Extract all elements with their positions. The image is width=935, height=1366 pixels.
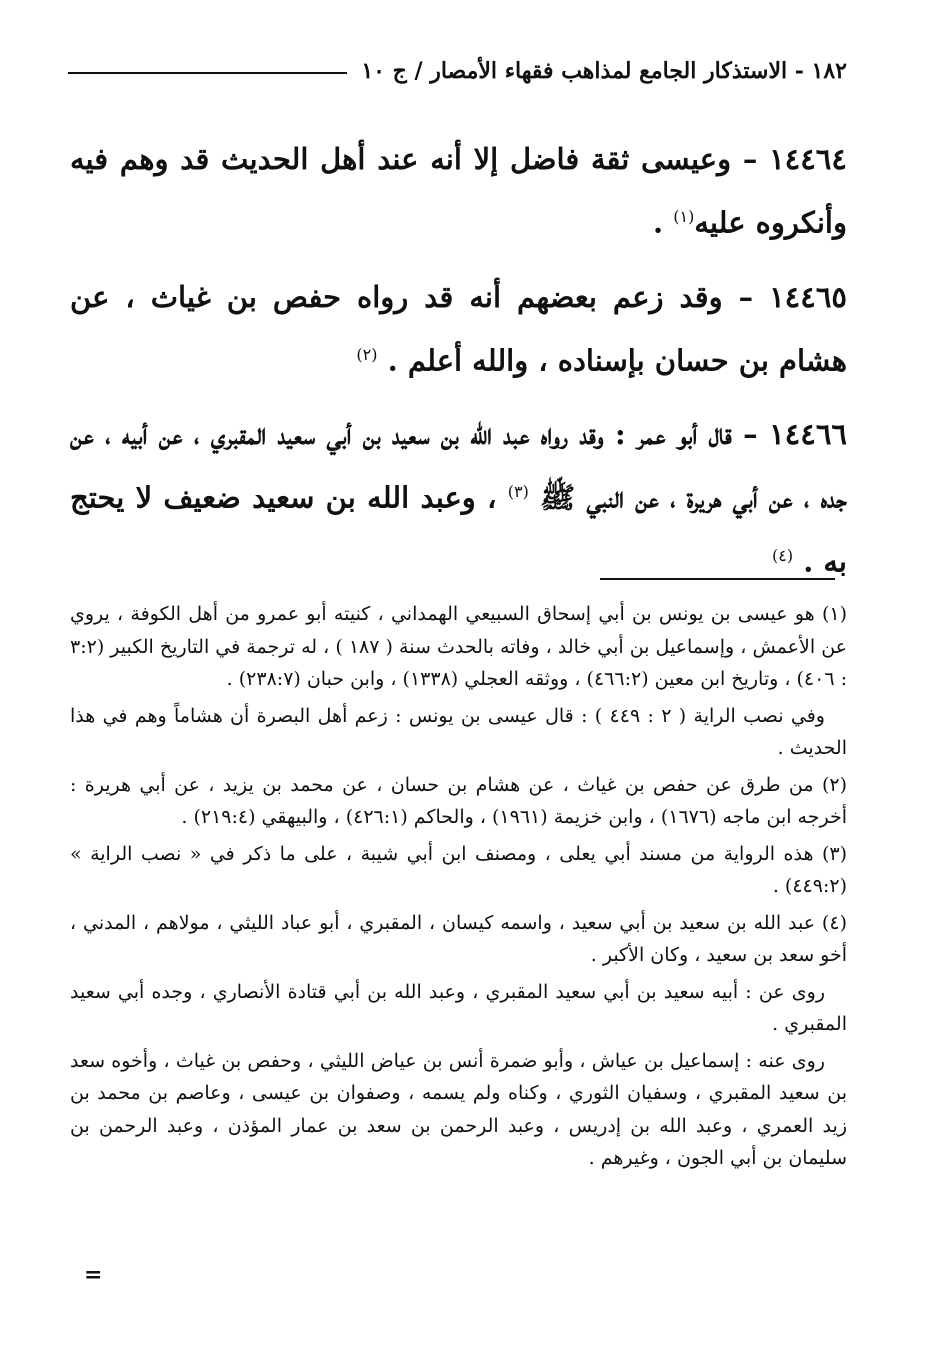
footnotes (70, 598, 847, 1179)
footnote-3 (70, 838, 847, 903)
paragraph-14465 (70, 268, 847, 390)
footnote-label: (٤) (821, 911, 847, 934)
paragraph-dash: – (742, 142, 758, 176)
speaker-label: قال أبو عمر : (615, 417, 732, 452)
footnote-text: هذه الرواية من مسند أبي يعلى ، ومصنف ابن أبي شيبة ، على ما ذكر في « نصب الراية » (٤٤٩:٢) . (70, 842, 847, 897)
footnote-ref[interactable]: (٤) (771, 545, 794, 565)
paragraph-number: ١٤٤٦٤ (769, 142, 847, 176)
footnote-ref[interactable]: (٢) (356, 344, 378, 364)
paragraph-text-continued: ، وعبد الله بن سعيد ضعيف لا يحتج به . (70, 480, 847, 579)
footnote-text: من طرق عن حفص بن غياث ، عن هشام بن حسان ، عن محمد بن يزيد ، عن أبي هريرة : أخرجه ابن ماجه (١٦٧٦) ، وابن خزيمة (١٩٦١) ، والحاكم (٤٢٦:١) ، والبيهقي (٢١٩:٤) . (70, 773, 847, 828)
main-text (70, 130, 847, 607)
footnote-label: (٣) (821, 842, 847, 865)
paragraph-dash: – (738, 279, 754, 314)
footnote-text: عبد الله بن سعيد بن أبي سعيد ، واسمه كيسان ، المقبري ، أبو عباد الليثي ، مولاهم ، المدني ، أخو سعد بن سعيد ، وكان الأكبر . (70, 911, 847, 966)
header-title: ١٨٢ - الاستذكار الجامع لمذاهب فقهاء الأمصار / ج ١٠ (361, 58, 847, 84)
paragraph-number: ١٤٤٦٦ (769, 417, 847, 452)
running-header (68, 58, 847, 84)
paragraph-number: ١٤٤٦٥ (769, 279, 847, 314)
paragraph-14464 (70, 130, 847, 252)
paragraph-text: وعيسى ثقة فاضل إلا أنه عند أهل الحديث قد وهم فيه وأنكروه عليه (70, 142, 847, 240)
paragraph-text: وقد زعم بعضهم أنه قد رواه حفص بن غياث ، عن هشام بن حسان بإسناده ، والله أعلم . (70, 279, 847, 378)
footnote-text: هو عيسى بن يونس بن أبي إسحاق السبيعي الهمداني ، كنيته أبو عمرو من أهل الكوفة ، يروي عن الأعمش ، وإسماعيل بن أبي خالد ، وفاته بالحدث سنة ( ١٨٧ ) ، له ترجمة في التاريخ الكبير (٣:٢ : ٤٠٦) ، وتاريخ ابن معين (٤٦٦:٢) ، ووثقه العجلي (١٣٣٨) ، وابن حبان (٢٣٨:٧) . (70, 603, 847, 690)
continuation-mark: = (84, 1262, 103, 1288)
footnote-ref[interactable]: (١) (673, 207, 695, 226)
footnote-label: (١) (821, 603, 847, 625)
paragraph-dash: – (743, 417, 758, 452)
footnote-4-narrators: روى عنه : إسماعيل بن عياش ، وأبو ضمرة أنس بن عياض الليثي ، وحفص بن غياث ، وأخوه سعد بن سعيد المقبري ، وسفيان الثوري ، وكناه ولم يسمه ، وصفوان بن عيسى ، وعاصم بن محمد بن زيد العمري ، وعبد الله بن إدريس ، وعبد الرحمن بن سعد بن عمار المؤذن ، وعبد الرحمن بن سليمان بن أبي الجون ، وغيرهم . (70, 1049, 847, 1169)
footnote-4 (70, 907, 847, 972)
paragraph-text: وقد رواه عبد الله بن سعيد بن أبي سعيد المقبري ، عن أبيه ، عن جده ، عن أبي هريرة ، عن النبي ﷺ (70, 417, 847, 515)
header-rule (68, 72, 347, 74)
footnote-ref[interactable]: (٣) (507, 482, 529, 502)
paragraph-14466 (70, 405, 847, 590)
footnote-separator (600, 578, 835, 580)
paragraph-end: . (653, 205, 664, 240)
footnote-1-extra: وفي نصب الراية ( ٢ : ٤٤٩ ) : قال عيسى بن يونس : زعم أهل البصرة أن هشاماً وهم في هذا الحديث . (70, 704, 847, 759)
footnote-2 (70, 769, 847, 834)
footnote-4-narrated-from: روى عن : أبيه سعيد بن أبي سعيد المقبري ، وعبد الله بن أبي قتادة الأنصاري ، وجده أبي سعيد المقبري . (70, 980, 847, 1035)
footnote-label: (٢) (821, 773, 847, 796)
footnote-1 (70, 598, 847, 696)
